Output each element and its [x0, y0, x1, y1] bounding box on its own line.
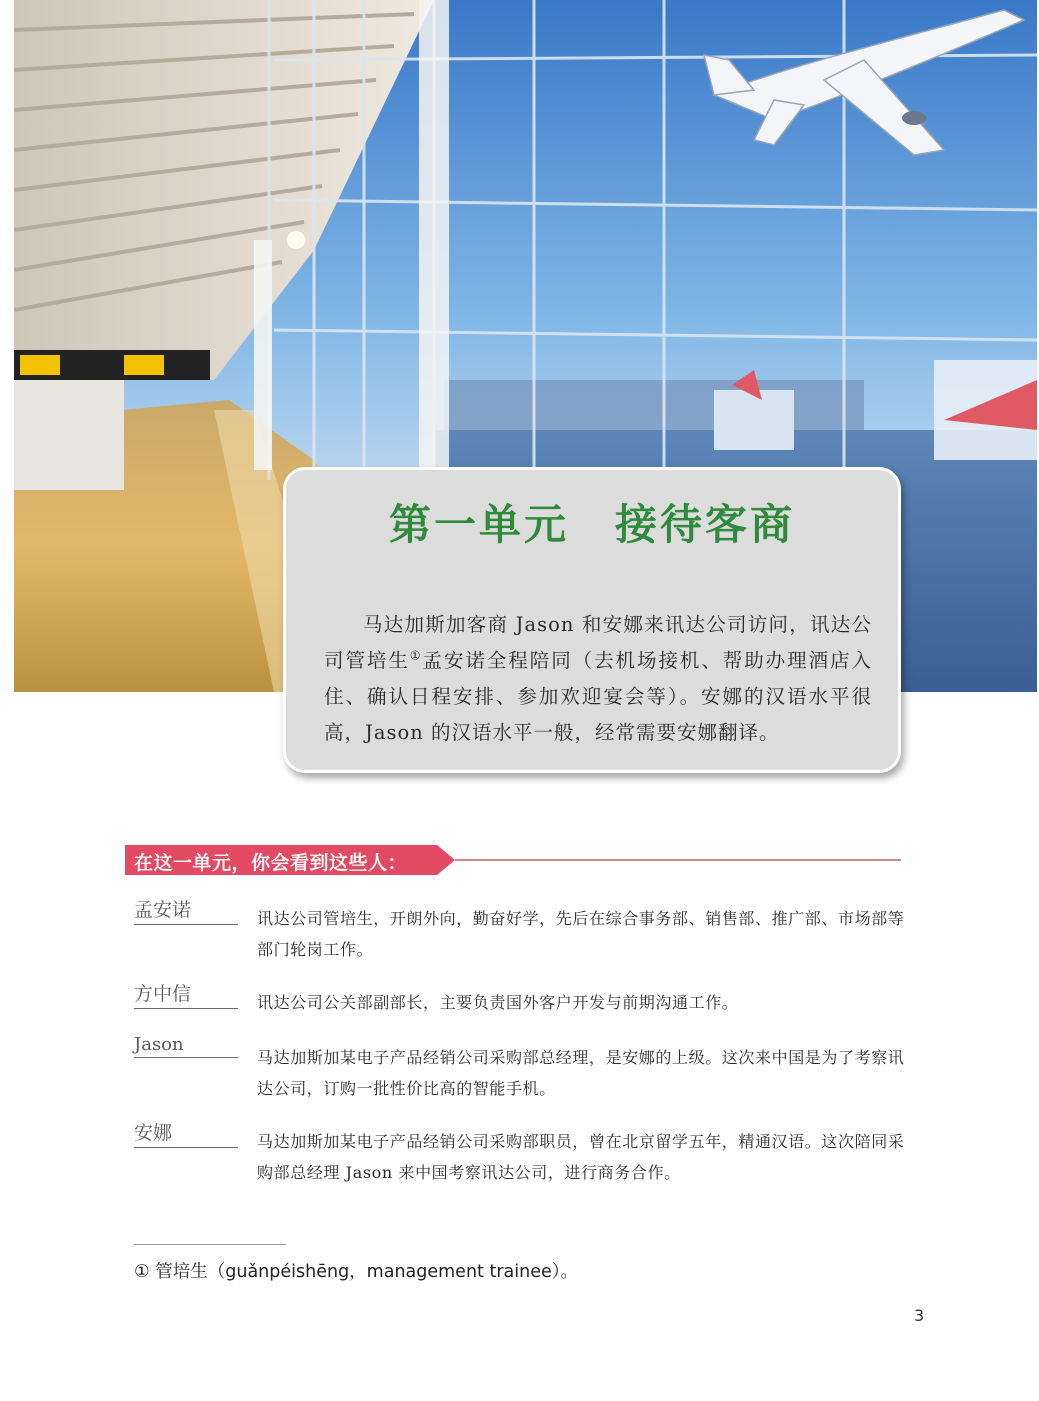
unit-intro-part-1: 马达加斯加客商 Jason 和安娜来讯达公司访问，讯达公司管培生 [324, 613, 872, 672]
unit-topic: 接待客商 [615, 500, 796, 549]
person-description: 讯达公司管培生，开朗外向，勤奋好学，先后在综合事务部、销售部、推广部、市场部等部门轮岗工作。 [257, 909, 905, 959]
person-description: 马达加斯加某电子产品经销公司采购部职员，曾在北京留学五年，精通汉语。这次陪同采购部总经理 Jason 来中国考察讯达公司，进行商务合作。 [257, 1132, 905, 1182]
unit-intro-paragraph [324, 607, 872, 751]
footnote-mark: ① [409, 648, 423, 663]
unit-intro-part-2: 孟安诺全程陪同（去机场接机、帮助办理酒店入住、确认日程安排、参加欢迎宴会等）。安娜的汉语水平很高，Jason 的汉语水平一般，经常需要安娜翻译。 [324, 649, 872, 744]
person-description: 马达加斯加某电子产品经销公司采购部总经理，是安娜的上级。这次来中国是为了考察讯达公司，订购一批性价比高的智能手机。 [257, 1048, 905, 1098]
unit-intro-card [283, 467, 901, 773]
person-name: 安娜 [134, 1118, 238, 1148]
footnote: ① 管培生（guǎnpéishēng，management trainee）。 [134, 1262, 578, 1282]
person-name: Jason [134, 1034, 238, 1058]
person-name: 孟安诺 [134, 895, 238, 925]
unit-number: 第一单元 [388, 500, 569, 549]
section-header-rule [455, 859, 901, 861]
person-name: 方中信 [134, 979, 238, 1009]
unit-title [286, 492, 898, 552]
footnote-divider [134, 1244, 286, 1245]
person-description: 讯达公司公关部副部长，主要负责国外客户开发与前期沟通工作。 [257, 993, 739, 1012]
section-header-label: 在这一单元，你会看到这些人： [134, 852, 408, 874]
page-number: 3 [914, 1306, 925, 1325]
people-section-header [125, 845, 901, 875]
